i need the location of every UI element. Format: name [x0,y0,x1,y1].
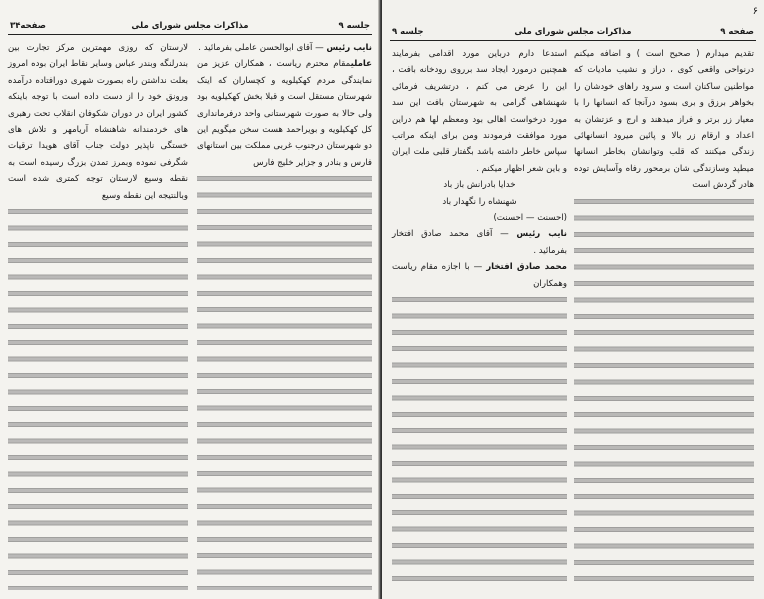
text-lines [574,194,754,590]
paragraph [392,226,567,259]
left-page [0,0,380,599]
column-left [8,40,188,590]
verse-line: شهنشاه را نگهدار باد [442,196,517,207]
header-session: جلسه ۹ [392,27,424,37]
header-page-number: صفحه۳۴ [10,21,47,31]
page-mark: ۶ [752,6,758,17]
speaker-name: عاملی [350,59,372,70]
verse-line: خدایا بادرانش باز باد [443,180,516,191]
header-session: جلسه ۹ [338,21,370,31]
paragraph: تقدیم میدارم ( صحیح است ) و اضافه میکنم درنواحی واقعی کوی ، دراز و نشیب مادیات که مواطنین ساکنان است و سرود راهای خودشان را بخواهر برزق و بری بسود درآنجا که انسانها را با معیار زر برتر و فراز میدهند و ارج و عزتشان به اعداد و ارقام زر بالا و پائین میرود انسانهائی زندگی میکنند که قلب وتوانشان بخاطر انسانها میطپد وسازندگی شان برمحور رفاه وآسایش توده هادر گردش است [574,49,754,191]
paragraph [197,40,372,56]
text-lines [8,204,188,590]
speech-text: مقام محترم ریاست ، همکاران عزیز من نمایندگی مردم کهکیلویه و کچساران که اینک شهرستان مستقل است و قبلا بخش کهکیلویه بود ولی حالا به صورت شهرستانی واحد درفرمانداری کل کهکیلویه و بویراحمد هست سخن میگویم این دو شهرستان درجنوب غربی مملکت بین استانهای فارس و بنادر و جزایر خلیج فارس [197,59,372,168]
paragraph: لارستان که روزی مهمترین مرکز تجارت بین بندرلنگه وبندر عباس وسایر نقاط ایران بوده امروز بعلت نداشتن راه بصورت شهری دورافتاده درآمده ورونق خود را از دست داده است با توجه باینکه کشور ایران در دوران شکوفان انقلاب تحت رهبری های خردمندانه شاهنشاه آریامهر و تلاش های خستگی ناپذیر دولت جناب آقای هویدا ترقیات شگرفی نموده وبمرز تمدن بزرگ رسیده است به نقطه وسیع لارستان توجه کمتری شده است وبالنتیجه این نقطه وسیع [8,43,188,201]
right-page [382,0,764,599]
header-page-number: صفحه ۹ [720,27,754,37]
speaker-name: نایب رئیس [326,43,372,53]
speaker-name: محمد صادق افتخار [486,262,567,273]
column-right [574,46,754,590]
column-left [392,46,567,590]
column-right [197,40,372,590]
speaker-name: نایب رئیس [516,229,567,240]
header-title: مذاکرات مجلس شورای ملی [514,27,632,37]
page-header [390,26,756,41]
speech-text: — آقای ابوالحسن عاملی بفرمائید . [198,43,327,53]
speech-text: — با اجازه مقام ریاست وهمکاران [392,262,567,289]
text-lines [197,171,372,590]
paragraph [392,259,567,292]
paragraph: استدعا دارم درباین مورد اقدامی بفرمایند همچنین درمورد ایجاد سد برروی رودخانه بافت ، این را عرض می کنم ، درتشریف فرمائی شهنشاهی گرامی به شهرستان بافت این سد مورد درخواست اهالی بود ومعظم لها هم دراین مورد موافقت فرمودند ومن برای اینکه مراتب سپاس خاطر داشته باشد بگفتار قلبی ملت ایران و باین شعر اظهار میکنم . [392,49,567,174]
text-lines [392,292,567,590]
header-title: مذاکرات مجلس شورای ملی [131,21,249,31]
paragraph [197,56,372,171]
speech-text: — آقای محمد صادق افتخار بفرمائید . [392,229,567,256]
applause-note: (احسنت — احسنت) [493,213,567,224]
page-header [8,20,372,35]
